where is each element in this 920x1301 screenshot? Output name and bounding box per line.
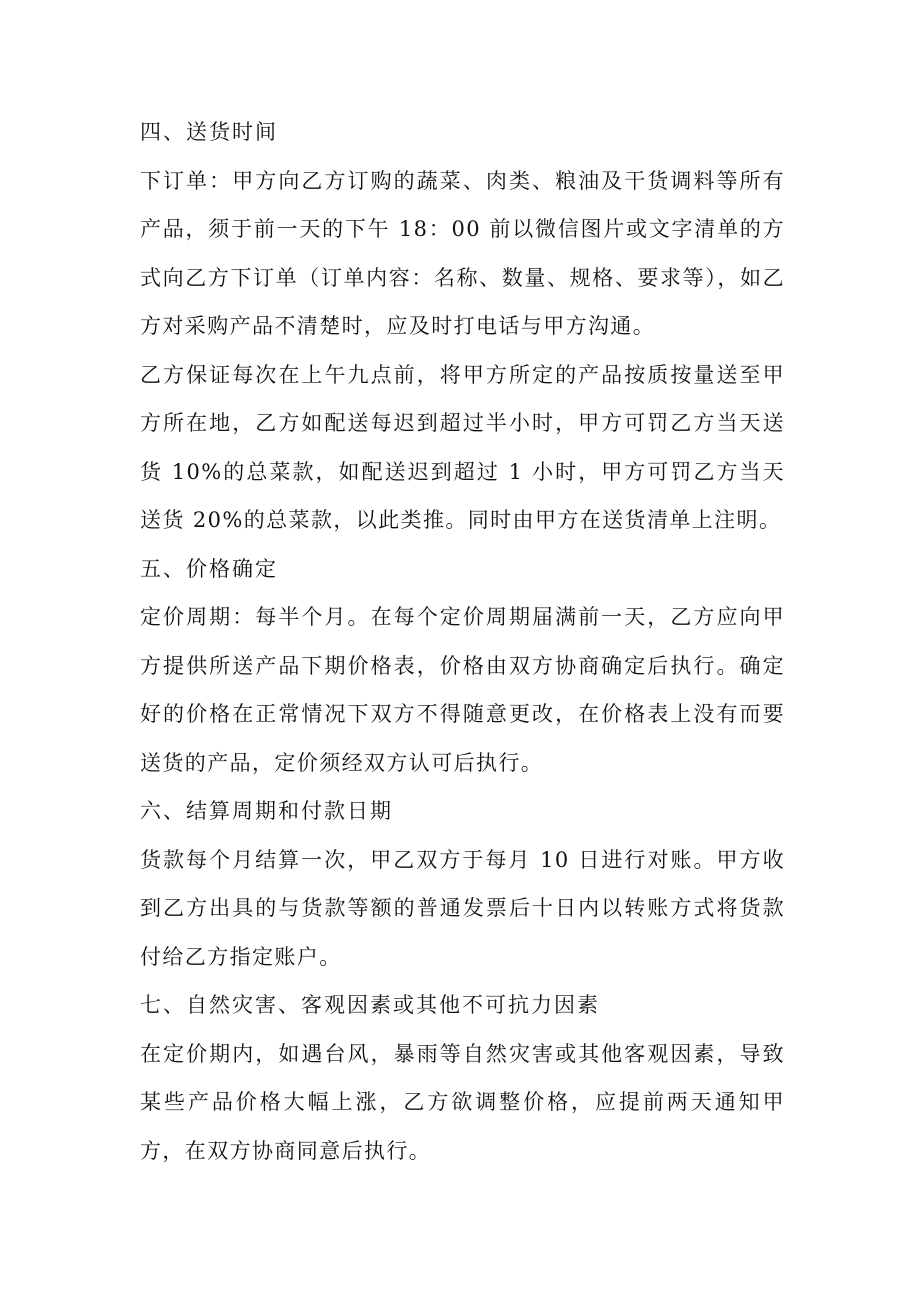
section-heading-force-majeure: 七、自然灾害、客观因素或其他不可抗力因素 (140, 993, 600, 1017)
section-heading-pricing: 五、价格确定 (140, 556, 278, 581)
paragraph-pricing-period: 定价周期：每半个月。在每个定价周期届满前一天，乙方应向甲方提供所送产品下期价格表，价格由双方协商确定后执行。确定好的价格在正常情况下双方不得随意更改，在价格表上没有而要送货的产品，定价须经双方认可后执行。 (140, 605, 785, 775)
paragraph-delivery-penalty: 乙方保证每次在上午九点前，将甲方所定的产品按质按量送至甲方所在地，乙方如配送每迟到超过半小时，甲方可罚乙方当天送货 10%的总菜款，如配送迟到超过 1 小时，甲方可罚乙方当天送货 20%的总菜款，以此类推。同时由甲方在送货清单上注明。 (140, 362, 785, 532)
paragraph-ordering: 下订单：甲方向乙方订购的蔬菜、肉类、粮油及干货调料等所有产品，须于前一天的下午 18：00 前以微信图片或文字清单的方式向乙方下订单（订单内容：名称、数量、规格、要求等），如乙方对采购产品不清楚时，应及时打电话与甲方沟通。 (140, 168, 785, 338)
document-body (140, 108, 785, 1175)
section-heading-delivery-time: 四、送货时间 (140, 120, 278, 144)
paragraph-settlement: 货款每个月结算一次，甲乙双方于每月 10 日进行对账。甲方收到乙方出具的与货款等额的普通发票后十日内以转账方式将货款付给乙方指定账户。 (140, 847, 785, 969)
paragraph-force-majeure: 在定价期内，如遇台风，暴雨等自然灾害或其他客观因素，导致某些产品价格大幅上涨，乙方欲调整价格，应提前两天通知甲方，在双方协商同意后执行。 (140, 1041, 785, 1163)
section-heading-settlement: 六、结算周期和付款日期 (140, 799, 393, 823)
